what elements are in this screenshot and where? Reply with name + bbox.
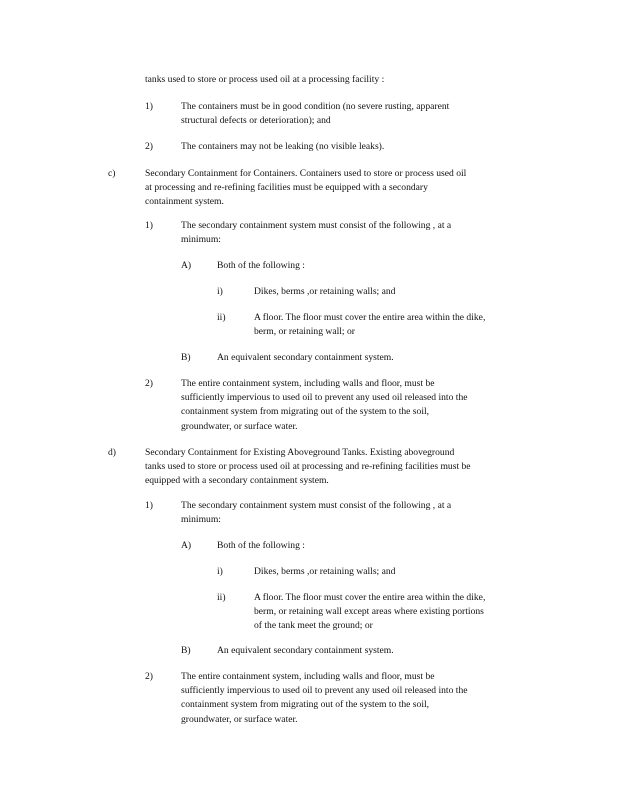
roman-label: i) xyxy=(217,286,223,297)
roman-text: Dikes, berms ,or retaining walls; and xyxy=(254,286,396,297)
section-label: d) xyxy=(108,447,116,458)
subitem-text: Both of the following : xyxy=(217,260,305,271)
subitem-label: A) xyxy=(181,260,192,271)
subitem-text: Both of the following : xyxy=(217,540,305,551)
subitem-text: An equivalent secondary containment system. xyxy=(217,645,394,656)
intro-text: tanks used to store or process used oil at a processing facility : xyxy=(145,74,385,85)
item-label: 1) xyxy=(145,101,153,112)
roman-label: i) xyxy=(217,566,223,577)
roman-text: Dikes, berms ,or retaining walls; and xyxy=(254,566,396,577)
roman-label: ii) xyxy=(217,592,226,603)
subitem-label: B) xyxy=(181,645,191,656)
subitem-label: A) xyxy=(181,540,192,551)
item-text: The containers may not be leaking (no visible leaks). xyxy=(181,141,385,152)
item-text: The secondary containment system must consist of the following , at a minimum: xyxy=(181,500,452,526)
item-label: 2) xyxy=(145,378,153,389)
item-label: 2) xyxy=(145,141,153,152)
roman-text: A floor. The floor must cover the entire area within the dike, berm, or retaining wall except areas where existing portions of the tank meet the ground; or xyxy=(254,592,486,632)
subitem-label: B) xyxy=(181,352,191,363)
item-text: The entire containment system, including walls and floor, must be sufficiently impervious to used oil to prevent any used oil released into the containment system from migrating out of the system to the soil, groundwater, or surface water. xyxy=(181,671,468,725)
item-text: The secondary containment system must consist of the following , at a minimum: xyxy=(181,220,452,246)
subitem-text: An equivalent secondary containment system. xyxy=(217,352,394,363)
section-label: c) xyxy=(108,168,116,179)
item-label: 1) xyxy=(145,220,153,231)
roman-text: A floor. The floor must cover the entire area within the dike, berm, or retaining wall; or xyxy=(254,312,486,338)
roman-label: ii) xyxy=(217,312,226,323)
item-label: 2) xyxy=(145,671,153,682)
item-text: The containers must be in good condition (no severe rusting, apparent structural defects or deterioration); and xyxy=(181,101,450,127)
item-text: The entire containment system, including walls and floor, must be sufficiently impervious to used oil to prevent any used oil released into the containment system from migrating out of the system to the soil, groundwater, or surface water. xyxy=(181,378,468,432)
item-label: 1) xyxy=(145,500,153,511)
section-text: Secondary Containment for Existing Aboveground Tanks. Existing aboveground tanks used to store or process used oil at processing and re-refining facilities must be equipped with a secondary containment system. xyxy=(145,447,471,487)
section-text: Secondary Containment for Containers. Containers used to store or process used oil at processing and re-refining facilities must be equipped with a secondary containment system. xyxy=(145,168,467,208)
